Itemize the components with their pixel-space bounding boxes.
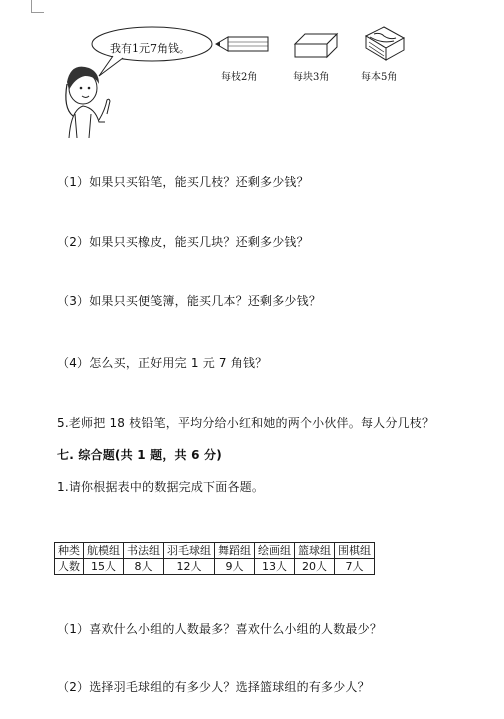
- table-cell: 篮球组: [295, 543, 335, 559]
- page-corner-mark: [31, 0, 44, 13]
- table-cell: 书法组: [124, 543, 164, 559]
- table-header-cell: 人数: [55, 559, 84, 575]
- table-cell: 围棋组: [335, 543, 375, 559]
- question-1: （1）如果只买铅笔，能买几枝？还剩多少钱？: [57, 175, 309, 189]
- sub-question-1: （1）喜欢什么小组的人数最多？喜欢什么小组的人数最少？: [57, 622, 383, 636]
- data-table: [54, 542, 375, 575]
- table-cell: 8人: [124, 559, 164, 575]
- table-cell: 12人: [164, 559, 215, 575]
- question-5: 5.老师把 18 枝铅笔，平均分给小红和她的两个小伙伴。每人分几枝？: [57, 416, 435, 430]
- section-intro: 1.请你根据表中的数据完成下面各题。: [57, 480, 265, 494]
- table-cell: 7人: [335, 559, 375, 575]
- eraser-icon: [291, 30, 341, 60]
- table-cell: 舞蹈组: [215, 543, 255, 559]
- table-header-cell: 种类: [55, 543, 84, 559]
- table-cell: 航模组: [84, 543, 124, 559]
- table-cell: 羽毛球组: [164, 543, 215, 559]
- pencil-price: 每枝2角: [221, 72, 258, 83]
- table-row-counts: [55, 559, 375, 575]
- speech-text: 我有1元7角钱。: [110, 42, 190, 55]
- section-heading: 七. 综合题(共 1 题，共 6 分): [57, 448, 222, 462]
- notebook-icon: [360, 24, 410, 64]
- table-cell: 绘画组: [255, 543, 295, 559]
- table-cell: 13人: [255, 559, 295, 575]
- notebook-price: 每本5角: [361, 72, 398, 83]
- question-4: （4）怎么买，正好用完 1 元 7 角钱？: [57, 356, 268, 370]
- table-cell: 15人: [84, 559, 124, 575]
- table-cell: 20人: [295, 559, 335, 575]
- table-row-categories: [55, 543, 375, 559]
- question-2: （2）如果只买橡皮，能买几块？还剩多少钱？: [57, 235, 309, 249]
- pencil-icon: [214, 34, 272, 54]
- sub-question-2: （2）选择羽毛球组的有多少人？选择篮球组的有多少人？: [57, 680, 370, 694]
- girl-with-speech-bubble: [55, 18, 215, 138]
- question-3: （3）如果只买便笺簿，能买几本？还剩多少钱？: [57, 294, 322, 308]
- eraser-price: 每块3角: [293, 72, 330, 83]
- table-cell: 9人: [215, 559, 255, 575]
